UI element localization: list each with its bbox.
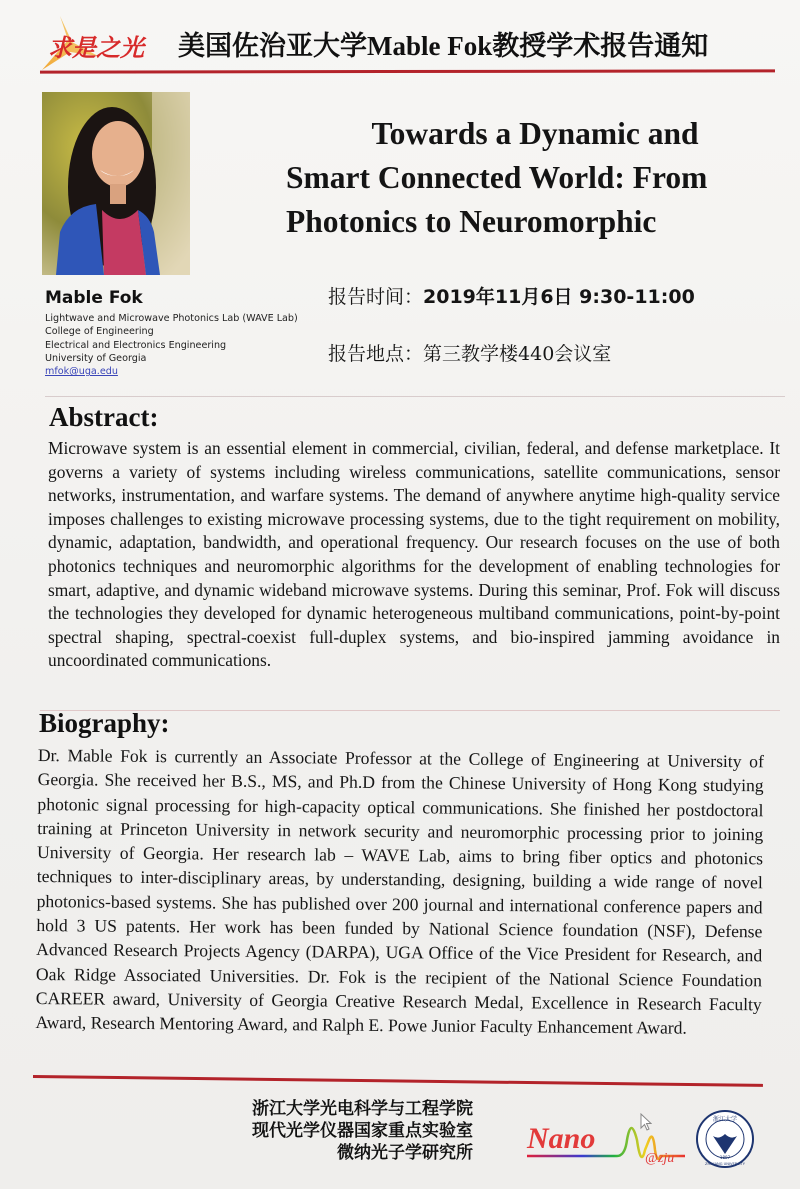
speaker-name: Mable Fok [45, 288, 143, 308]
talk-time [328, 282, 695, 309]
header-title [178, 24, 708, 63]
talk-title-line: Towards a Dynamic and [371, 116, 699, 151]
header-title-pre: 美国佐治亚大学 [178, 31, 367, 62]
affiliation-line: College of Engineering [45, 326, 154, 338]
nano-logo-suffix: @zju [645, 1151, 675, 1166]
speaker-photo [42, 92, 190, 275]
header-title-post: 教授学术报告通知 [492, 31, 709, 62]
nano-zju-logo [525, 1110, 687, 1176]
nano-logo-text: Nano [527, 1122, 596, 1155]
biography-heading: Biography: [39, 708, 170, 738]
seal-name: ZHEJIANG UNIVERSITY [705, 1162, 745, 1166]
header-divider [40, 69, 775, 73]
section-divider [45, 396, 785, 397]
zhejiang-university-seal [695, 1108, 755, 1170]
header-title-name: Mable Fok [367, 31, 493, 61]
footer-org-line: 浙江大学光电科学与工程学院 [252, 1099, 473, 1119]
talk-title-line: Photonics to Neuromorphic [286, 204, 657, 239]
qiushi-logo [38, 12, 153, 74]
abstract-heading: Abstract: [49, 402, 159, 432]
speaker-email-link[interactable]: mfok@uga.edu [45, 366, 118, 378]
mouse-cursor-icon [640, 1113, 652, 1131]
place-value: 第三教学楼440会议室 [423, 343, 612, 365]
footer-org-line: 微纳光子学研究所 [337, 1143, 473, 1163]
seal-text: 浙江大学 [712, 1116, 738, 1123]
footer-organizations [252, 1098, 473, 1164]
talk-place [328, 339, 611, 366]
abstract-text: Microwave system is an essential element in commercial, civilian, federal, and defense marketplace. It governs a variety of systems including wireless communications, satellite communications, sensor networks, instrumentation, and warfare systems. The demand of anywhere anytime high-quality service imposes challenges to existing microwave processing systems, due to the tight requirement on mobility, dynamic, adaptation, bandwidth, and operational frequency. Our research focuses on the use of both photonics techniques and neuromorphic algorithms for the development of enabling technologies for smart, adaptive, and dynamic wideband microwave systems. During this seminar, Prof. Fok will discuss the technologies they developed for dynamic heterogeneous multiband communications, point-by-point spectral shaping, spectral-coexist full-duplex systems, and bio-inspired jamming avoidance in uncoordinated communications. [48, 438, 780, 671]
biography-text: Dr. Mable Fok is currently an Associate Professor at the College of Engineering at University of Georgia. She received her B.S., MS, and Ph.D from the Chinese University of Hong Kong studying photonic signal processing for high-capacity optical communications. She finished her postdoctoral training at Princeton University in network security and neuromorphic processing prior to joining University of Georgia. Her research lab – WAVE Lab, aims to bring fiber optics and photonics techniques to inter-disciplinary areas, by understanding, designing, building a wide range of novel photonics-based systems. She has published over 200 journal and international conference papers and hold 3 US patents. Her work has been funded by National Science foundation (NSF), Defense Advanced Research Projects Agency (DARPA), UGA Office of the Vice President for Research, and Oak Ridge Associated Universities. Dr. Fok is the recipient of the National Science Foundation CAREER award, University of Georgia Creative Research Medal, Excellence in Research Faculty Award, Research Mentoring Award, and Ralph E. Powe Junior Faculty Enhancement Award. [35, 744, 764, 1038]
footer-org-line: 现代光学仪器国家重点实验室 [252, 1121, 473, 1141]
affiliation-line: Lightwave and Microwave Photonics Lab (WAVE Lab) [45, 313, 298, 324]
speaker-affiliation [45, 312, 298, 378]
talk-title-line: Smart Connected World: From [286, 160, 708, 195]
affiliation-line: University of Georgia [45, 352, 147, 364]
talk-title [282, 112, 772, 244]
time-label: 报告时间： [328, 286, 424, 308]
time-value: 2019年11月6日 9:30-11:00 [423, 286, 695, 308]
logo-text: 求是之光 [48, 33, 144, 62]
footer-divider [33, 1075, 763, 1087]
seal-year: 1897 [719, 1155, 731, 1160]
affiliation-line: Electrical and Electronics Engineering [45, 339, 227, 351]
place-label: 报告地点： [328, 343, 424, 365]
